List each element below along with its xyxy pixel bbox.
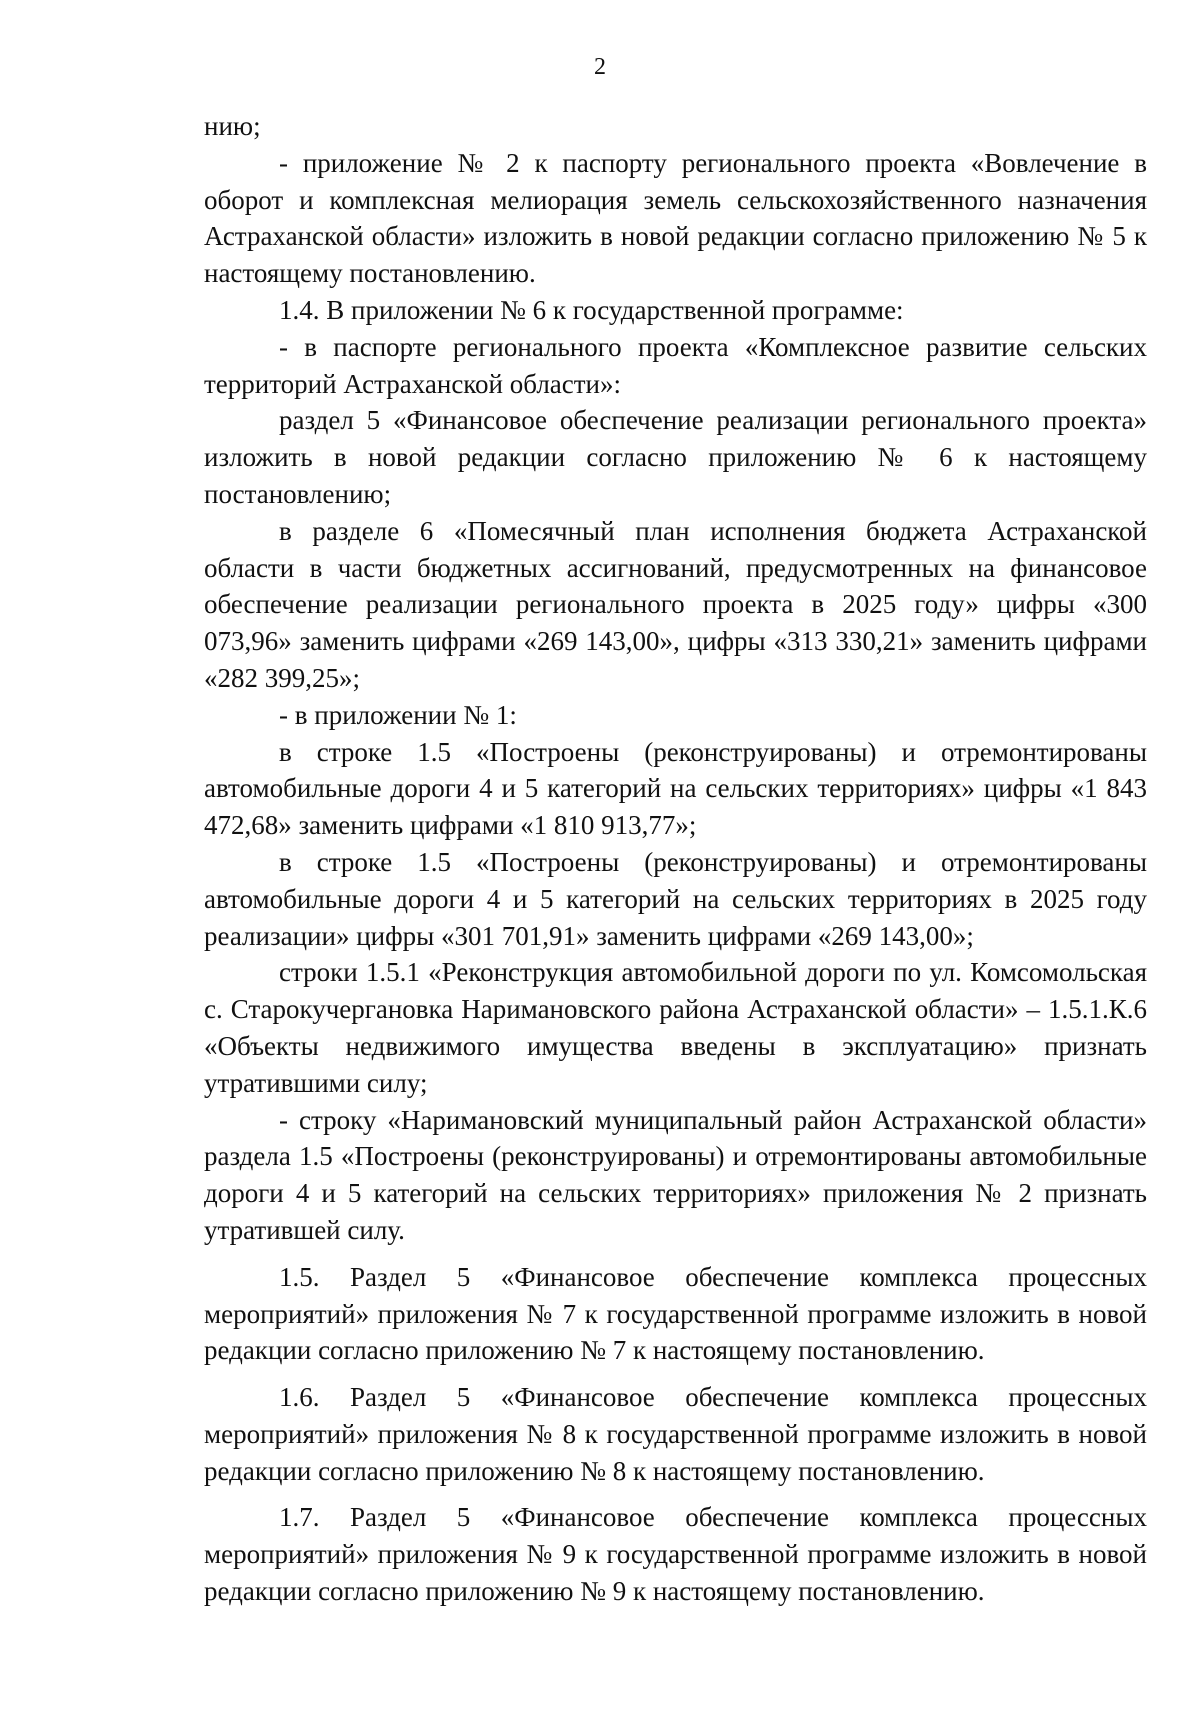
- paragraph-rows-1-5-1: строки 1.5.1 «Реконструкция автомобильной дороги по ул. Комсомольская с. Старокучергановка Наримановского района Астраханской области» – 1.5.1.К.6 «Объекты недвижимого имущества введены в эксплуатацию» признать утратившими силу;: [204, 957, 1147, 1098]
- paragraph-appendix-1: - в приложении № 1:: [279, 699, 517, 730]
- paragraph-passport: - в паспорте регионального проекта «Комплексное развитие сельских территорий Астраханской области»:: [204, 331, 1147, 399]
- paragraph-row-1-5-totals: в строке 1.5 «Построены (реконструированы) и отремонтированы автомобильные дороги 4 и 5 категорий на сельских территориях» цифры «1 843 472,68» заменить цифрами «1 810 913,77»;: [204, 736, 1147, 841]
- paragraph-appendix-2: - приложение № 2 к паспорту регионального проекта «Вовлечение в оборот и комплексная мелиорация земель сельскохозяйственного назначения Астраханской области» изложить в новой редакции согласно приложению № 5 к настоящему постановлению.: [204, 147, 1147, 289]
- page-number: 2: [594, 54, 606, 80]
- paragraph-section-6: в разделе 6 «Помесячный план исполнения бюджета Астраханской области в части бюджетных ассигнований, предусмотренных на финансовое обеспечение реализации регионального проекта в 2025 году» цифры «300 073,96» заменить цифрами «269 143,00», цифры «313 330,21» заменить цифрами «282 399,25»;: [204, 515, 1147, 693]
- paragraph-continuation: нию;: [204, 111, 261, 141]
- paragraph-section-5: раздел 5 «Финансовое обеспечение реализации регионального проекта» изложить в новой редакции согласно приложению № 6 к настоящему постановлению;: [204, 405, 1147, 509]
- document-body: [204, 108, 1147, 1610]
- paragraph-row-narimanov: - строку «Наримановский муниципальный район Астраханской области» раздела 1.5 «Построены (реконструированы) и отремонтированы автомобильные дороги 4 и 5 категорий на сельских территориях» приложения № 2 признать утратившей силу.: [204, 1104, 1147, 1245]
- paragraph-item-1-6: 1.6. Раздел 5 «Финансовое обеспечение комплекса процессных мероприятий» приложения № 8 к государственной программе изложить в новой редакции согласно приложению № 8 к настоящему постановлению.: [204, 1382, 1147, 1486]
- paragraph-item-1-4: 1.4. В приложении № 6 к государственной программе:: [279, 294, 904, 325]
- paragraph-row-1-5-2025: в строке 1.5 «Построены (реконструированы) и отремонтированы автомобильные дороги 4 и 5 категорий на сельских территориях в 2025 году реализации» цифры «301 701,91» заменить цифрами «269 143,00»;: [204, 846, 1147, 951]
- paragraph-item-1-5: 1.5. Раздел 5 «Финансовое обеспечение комплекса процессных мероприятий» приложения № 7 к государственной программе изложить в новой редакции согласно приложению № 7 к настоящему постановлению.: [204, 1261, 1147, 1366]
- paragraph-item-1-7: 1.7. Раздел 5 «Финансовое обеспечение комплекса процессных мероприятий» приложения № 9 к государственной программе изложить в новой редакции согласно приложению № 9 к настоящему постановлению.: [204, 1502, 1147, 1607]
